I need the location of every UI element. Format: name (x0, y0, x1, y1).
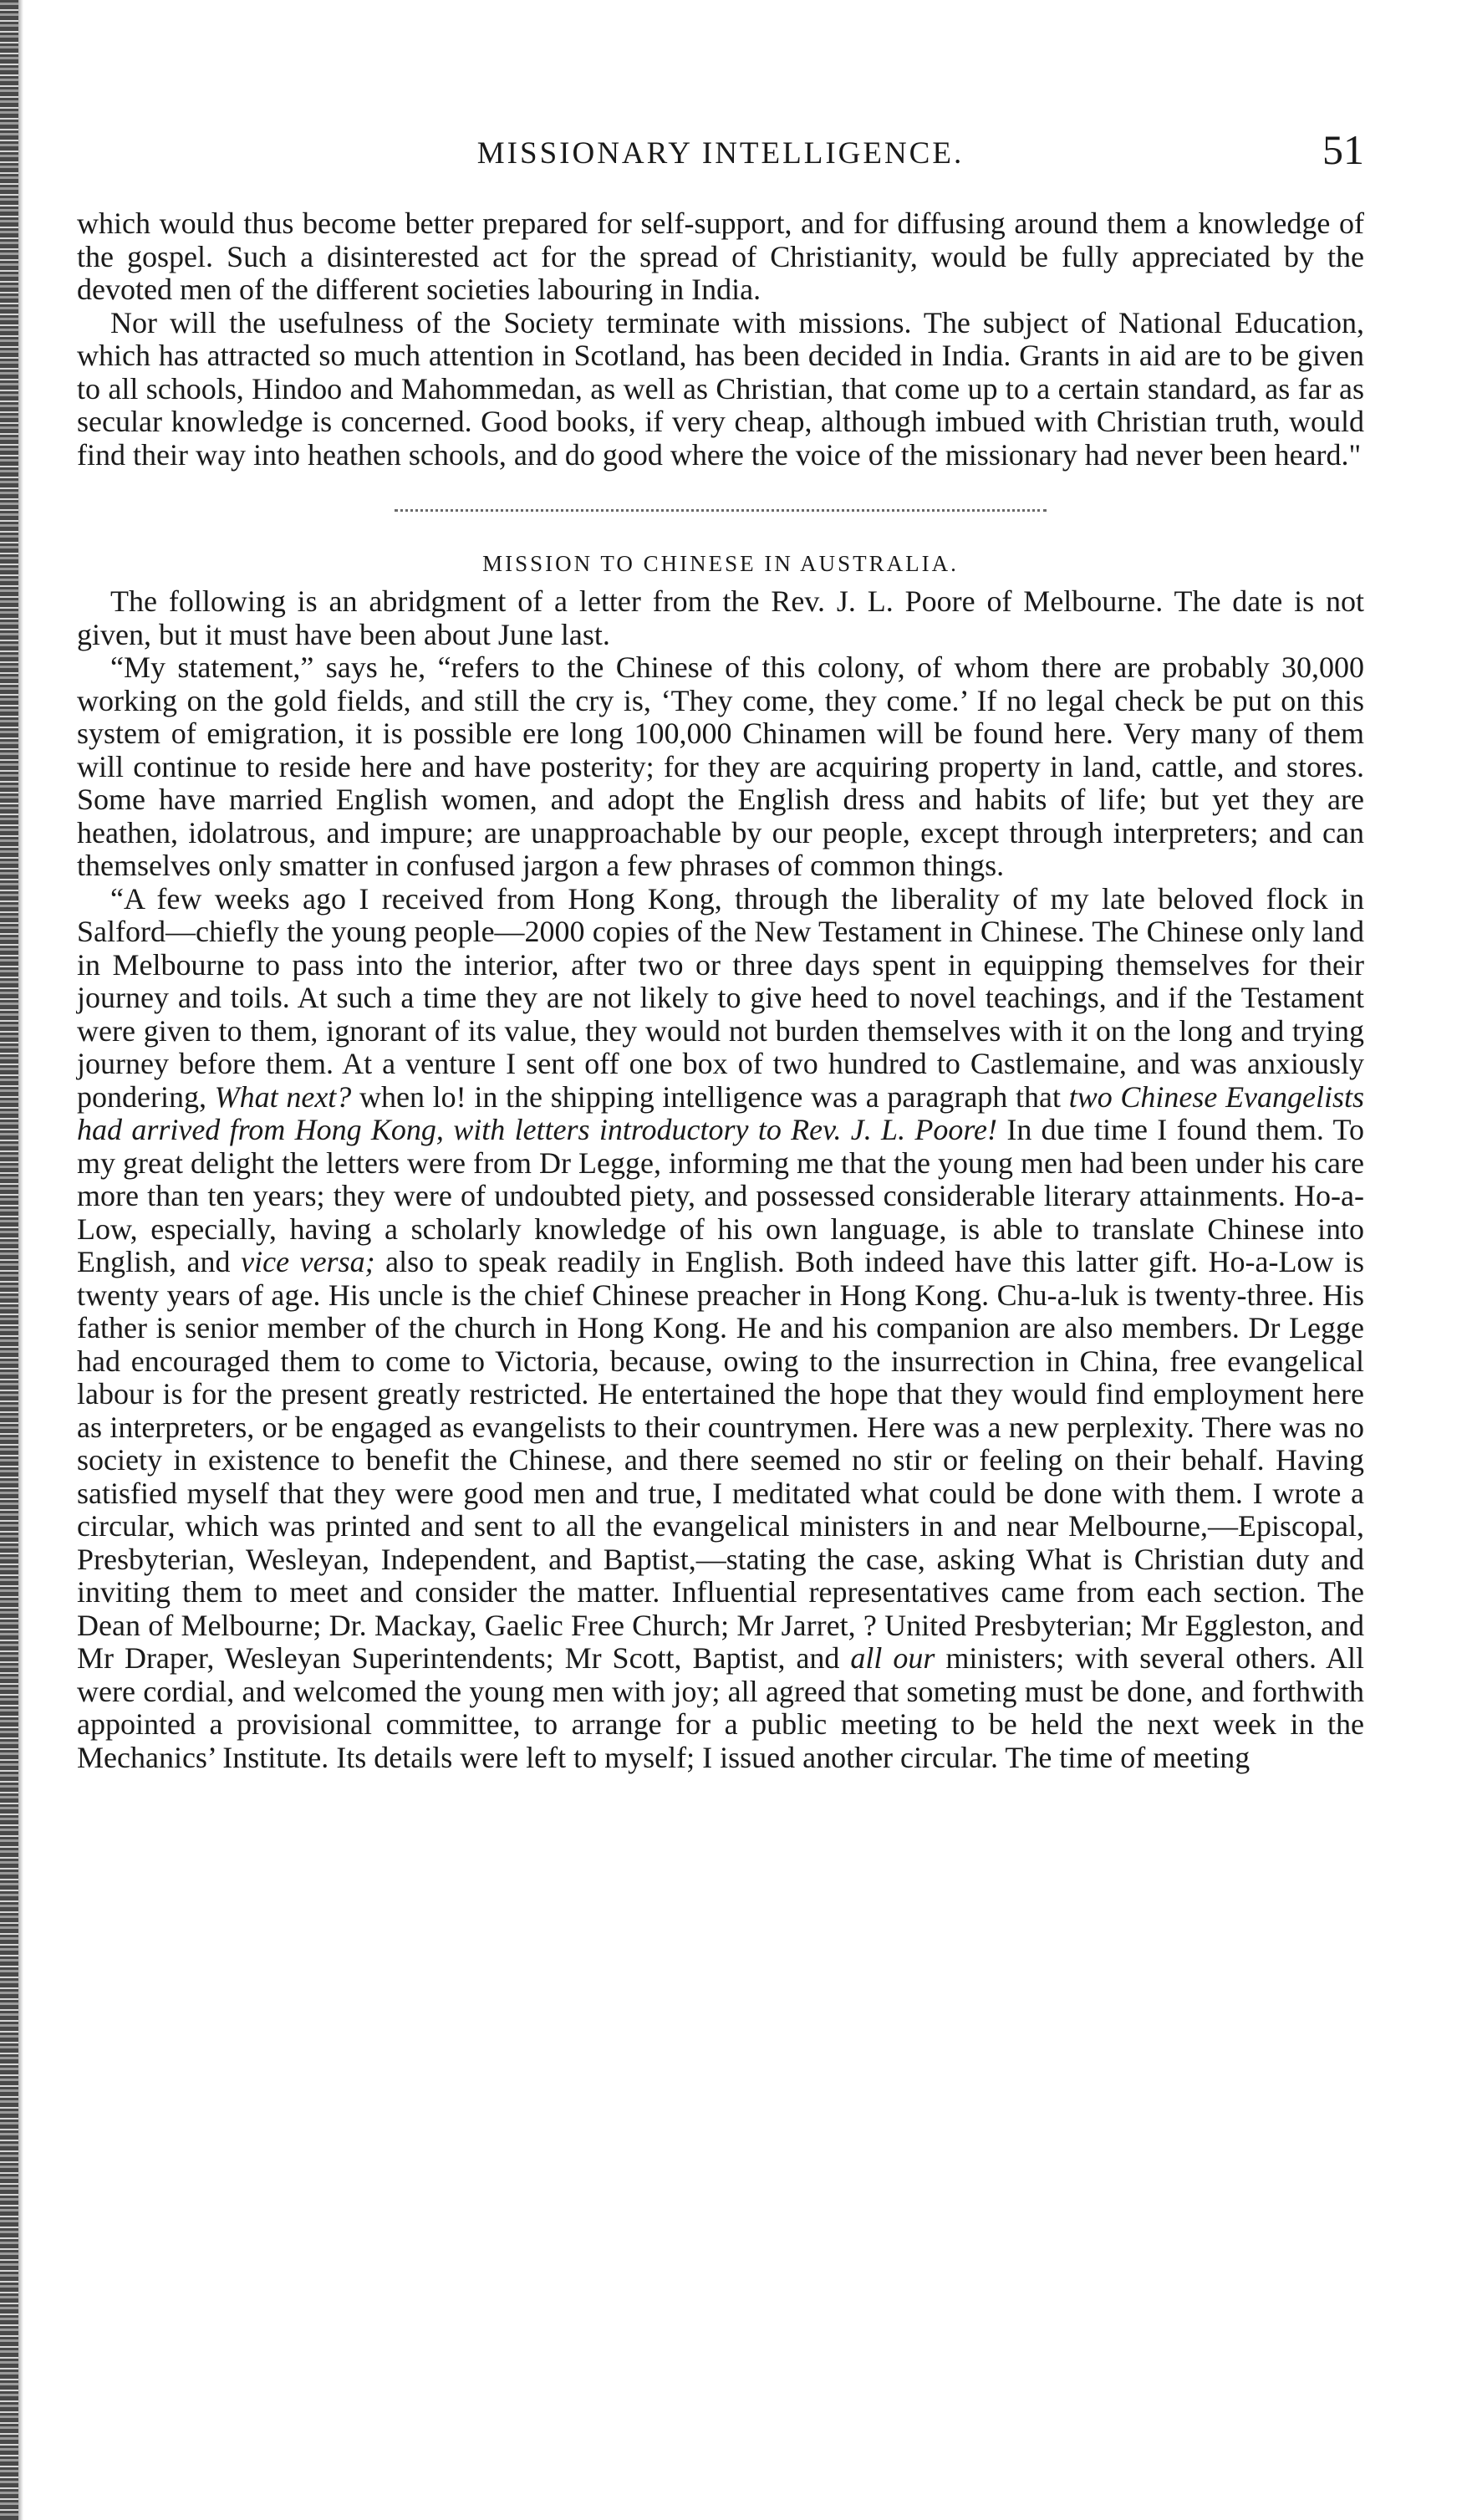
italic-text: all our (850, 1641, 935, 1675)
letter-paragraph: “My statement,” says he, “refers to the Chinese of this colony, of whom there are probably 30,000 working on the gold fields, and still the cry is, ‘They come, they come.’ If no legal check be put on this system of emigration, it is possible ere long 100,000 Chinamen will be found here. Very many of them will continue to reside here and have posterity; for they are acquiring property in land, cattle, and stores. Some have married English women, and adopt the English dress and habits of life; but yet they are heathen, idolatrous, and impure; are unapproachable by our people, except through interpreters; and can themselves only smatter in confused jargon a few phrases of common things. (77, 650, 1364, 882)
running-title: MISSIONARY INTELLIGENCE. (476, 136, 965, 171)
text-run: “A few weeks ago I received from Hong Kong, through the liberality of my late beloved flock in Salford—chiefly the young people—2000 copies of the New Testament in Chinese. The Chinese only land in Melbourne to pass into the interior, after two or three days spent in equipping themselves for their journey and toils. At such a time they are not likely to give heed to novel teachings, and if the Testament were given to them, ignorant of its value, they would not burden themselves with it on the long and trying journey before them. At a venture I sent off one box of two hundred to Castlemaine, and was anxiously pondering, (77, 881, 1364, 1114)
dotted-rule (395, 509, 1047, 512)
section-separator (77, 472, 1364, 543)
text-run: when lo! in the shipping intelligence was a paragraph that (359, 1079, 1061, 1114)
continued-paragraph: which would thus become better prepared for self-support, and for diffusing around them a knowledge of the gospel. Such a disinterested act for the spread of Christianity, would be fully appreciated by the devoted men of the different societies labouring in India. (77, 207, 1364, 306)
letter-paragraph (77, 883, 1364, 1775)
italic-text: vice versa; (241, 1245, 375, 1278)
binding-edge (0, 0, 18, 2520)
intro-paragraph: The following is an abridgment of a letter from the Rev. J. L. Poore of Melbourne. The date is not given, but it must have been about June last. (77, 584, 1364, 651)
running-head (77, 125, 1364, 179)
body-text (77, 207, 1364, 1774)
text-run: also to speak readily in English. Both indeed have this latter gift. Ho-a-Low is twenty years of age. His uncle is the chief Chinese preacher in Hong Kong. Chu-a-luk is twenty-three. His father is senior member of the church in Hong Kong. He and his companion are also members. Dr Legge had encouraged them to come to Victoria, because, owing to the insurrection in China, free evangelical labour is for the present greatly restricted. He entertained the hope that they would find employment here as interpreters, or be engaged as evangelists to their countrymen. Here was a new perplexity. There was no society in existence to benefit the Chinese, and there seemed no stir or feeling on their behalf. Having satisfied myself that they were good men and true, I meditated what could be done with them. I wrote a circular, which was printed and sent to all the evangelical ministers in and near Melbourne,—Episcopal, Presbyterian, Wesleyan, Independent, and Baptist,—stating the case, asking What is Christian duty and inviting them to meet and consider the matter. Influential representatives came from each section. The Dean of Melbourne; Dr. Mackay, Gaelic Free Church; Mr Jarret, ? United Presbyterian; Mr Eggleston, and Mr Draper, Wesleyan Superintendents; Mr Scott, Baptist, and (77, 1245, 1365, 1675)
text-run: In due time I found them. To my great delight the letters were from Dr Legge, informing me that the young men had been under his care more than ten years; they were of undoubted piety, and possessed considerable literary attainments. Ho-a-Low, especially, having a scholarly knowledge of his own language, is able to translate Chinese into English, and (77, 1113, 1365, 1278)
page-number: 51 (1322, 126, 1364, 173)
italic-text: What next? (214, 1079, 352, 1114)
section-heading: MISSION TO CHINESE IN AUSTRALIA. (482, 551, 959, 576)
text-run: ministers; with several others. All were cordial, and welcomed the young men with joy; all agreed that someting must be done, and forthwith appointed a provisional committee, to arrange for a public meeting to be held the next week in the Mechanics’ Institute. Its details were left to myself; I issued another circular. The time of meeting (77, 1641, 1365, 1774)
italic-text: two Chinese Evangelists had arrived from Hong Kong, with letters introductory to Rev. J. L. Poore! (77, 1079, 1365, 1146)
continued-paragraph: Nor will the usefulness of the Society terminate with missions. The subject of National Education, which has attracted so much attention in Scotland, has been decided in India. Grants in aid are to be given to all schools, Hindoo and Mahommedan, as well as Christian, that come up to a certain standard, as far as secular knowledge is concerned. Good books, if very cheap, although imbued with Christian truth, would find their way into heathen schools, and do good where the voice of the missionary had never been heard." (77, 305, 1364, 472)
